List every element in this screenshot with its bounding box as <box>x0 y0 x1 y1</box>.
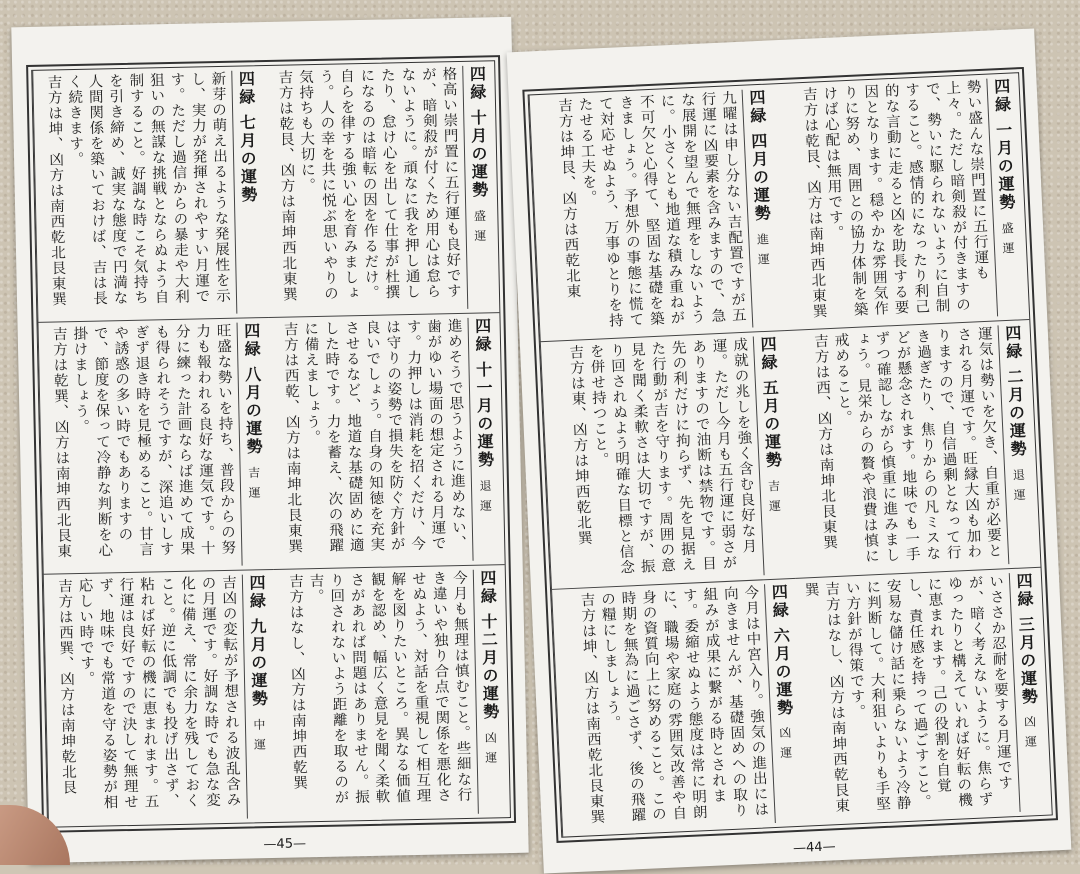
direction-text: 吉方は西巽、凶方は南坤乾北艮 <box>55 578 77 796</box>
direction-text: 吉方は坤、凶方は南西乾北艮東巽 <box>578 591 605 825</box>
left-page-frame <box>26 55 516 833</box>
fortune-text: いささか忍耐を要する月運ですが、暗く考えないように。焦らずゆったりと構えていれば好転の機に恵まれます。己の役割を自覚し、責任感を持って過ごすこと。安易な儲け話に乗らないよう冷静に判断して。大利狙いよりも手堅い方針が得策です。 吉方はなし、凶方は南坤西乾艮東巽 <box>800 573 1020 822</box>
right-page-frame <box>522 67 1058 843</box>
cell-august <box>37 318 273 575</box>
fortune-text: 格高い崇門置に五行運も良好ですが、暗剣殺が付くため用心は怠らないように。頑なに我を押し通したり、怠け心を出して仕事が杜撰になるのは暗転の因を作るだけ。自らを律する強い心を育みましょう。人の幸を共に悦ぶ思いやりの気持ちも大切に。 吉方は乾艮、凶方は南坤西北東巽 <box>274 66 468 313</box>
fortune-text: 新芽の萌え出るような発展性を示し、実力が発揮されやすい月運です。ただし過信からの暴走や大利狙いの無謀な挑戦とならぬよう自制すること。好調な時こそ気持ちを引き締め、誠実な態度で円満な人間関係を築いておけば、吉は長く続きます。 吉方は坤、凶方は南西乾北艮東巽 <box>43 71 237 318</box>
month-heading: 四緑 三月の運勢凶 運 <box>1009 571 1049 811</box>
direction-text: 吉方は乾巽、凶方は南坤西北艮東 <box>50 326 72 560</box>
direction-text: 吉方は乾艮、凶方は南坤西北東巽 <box>276 69 298 303</box>
direction-text: 吉方は坤、凶方は南西乾北艮東巽 <box>45 74 67 308</box>
cell-march <box>796 567 1052 825</box>
month-heading: 四緑 十一月の運勢退 運 <box>467 317 501 561</box>
month-heading: 四緑 七月の運勢 <box>231 70 265 314</box>
cell-december <box>274 565 510 822</box>
cell-july <box>32 66 268 323</box>
fortune-text: 勢い盛んな崇門置に五行運も上々。ただし暗剣殺が付きますので、勢いに駆られないように自制すること。感情的になったり利己的な言動に走ると凶を助長する要因となります。穏やかな雰囲気作りに努め、周囲との協力体制を築けば心配は無用です。 吉方は乾艮、凶方は南坤西北東巽 <box>798 79 997 326</box>
right-page <box>507 28 1072 873</box>
direction-text: 吉方は西乾、凶方は南坤北艮東巽 <box>281 321 303 555</box>
direction-text: 吉方は坤艮、凶方は西乾北東 <box>555 97 581 300</box>
month-heading: 四緑 五月の運勢吉 運 <box>753 336 793 575</box>
month-heading: 四緑 十月の運勢盛 運 <box>462 65 496 309</box>
cell-june <box>551 578 807 836</box>
fortune-text: 九曜は申し分ない吉配置ですが五行運に凶要素を含みますので、急な展開を望んで無理をしないように。小さくとも地道な積み重ねが不可欠と心得て、堅固な基礎を築きましょう。予想外の事態に慌てて対応せぬよう、万事ゆとりを持たせる工夫を。 吉方は坤艮、凶方は西乾北東 <box>553 90 752 337</box>
page-number: —44— <box>792 839 836 857</box>
month-heading: 四緑 十二月の運勢凶 運 <box>473 569 507 814</box>
month-heading: 四緑 一月の運勢盛 運 <box>986 77 1026 316</box>
month-heading: 四緑 九月の運勢中 運 <box>242 574 276 819</box>
month-heading: 四緑 八月の運勢吉 運 <box>237 322 271 566</box>
month-heading: 四緑 四月の運勢進 運 <box>742 88 782 327</box>
cell-april <box>529 84 785 342</box>
cell-september <box>43 570 279 827</box>
fortune-text: 成就の兆しを強く含む良好な月運。ただし今月も五行運に弱さがありますので油断は禁物です。目先の利だけに拘らず、先を見据えた行動が吉を守ります。周囲の意見を聞く柔軟さは大切ですが、振り回されぬよう明確な目標と信念を併せ持つこと。 吉方は東、凶方は坤西乾北巽 <box>564 337 763 584</box>
direction-text: 吉方はなし、凶方は南坤西乾艮東巽 <box>802 580 850 814</box>
direction-text: 吉方は西、凶方は南坤北艮東巽 <box>811 333 838 551</box>
cell-january <box>773 73 1029 331</box>
left-page <box>11 17 528 863</box>
cell-may <box>540 331 796 589</box>
cell-november <box>268 313 504 570</box>
month-heading: 四緑 六月の運勢凶 運 <box>764 583 804 823</box>
fortune-text: 今月は中宮入り。強気の進出には向きませんが、基礎固めへの取り組みが成果に繋がる時とされます。委縮せぬよう態度は常に明朗に、職場や家庭の雰囲気改善や自身の資質向上に努めること。この時期を無為に過ごさず、後の飛躍の糧にしましょう。 吉方は坤、凶方は南西乾北艮東巽 <box>576 584 775 832</box>
cell-february <box>785 320 1041 578</box>
fortune-text: 進めそうで思うように進めない、歯がゆい場面の想定される月運です。力押しは消耗を招くだけ、今は守りの姿勢で損失を防ぐ方針が良いでしょう。自身の知徳を充実させるなど、地道な基礎固めに適した時です。力を蓄え、次の飛躍に備えましょう。 吉方は西乾、凶方は南坤北艮東巽 <box>279 318 473 565</box>
right-grid <box>528 72 1053 838</box>
left-grid <box>31 60 511 828</box>
direction-text: 吉方は乾艮、凶方は南坤西北東巽 <box>800 86 828 320</box>
cell-october <box>263 61 499 318</box>
month-heading: 四緑 二月の運勢退 運 <box>998 324 1038 563</box>
fortune-text: 吉凶の変転が予想される波乱含みの月運です。好調な時でも急な変化に備え、常に余力を残しておくこと。逆に低調でも投げ出さず、粘れば好転の機に恵まれます。五行運は良好ですので決して無理せず、地味でも常道を守る姿勢が相応しい時です。 吉方は西巽、凶方は南坤乾北艮 <box>53 575 247 823</box>
direction-text: 吉方は東、凶方は坤西乾北巽 <box>566 344 593 547</box>
page-number: —45— <box>263 836 307 853</box>
fortune-text: 運気は勢いを欠き、自重が必要とされる月運です。旺縁大凶も加わりますので、自信過剰となって行き過ぎたり、焦りからの凡ミスなどが懸念されます。地味でも一手ずつ確認しながら慎重に進みましょう。見栄からの贅や浪費は慎に戒めること。 吉方は西、凶方は南坤北艮東巽 <box>809 326 1008 573</box>
fortune-text: 旺盛な勢いを持ち、普段からの努力も報われる良好な運気です。十分に練った計画ならば進めて成果も得られそうですが、深追いしすぎず退き時を見極めること。甘言や誘惑の多い時でもありますので、節度を保って冷静な判断を心掛けましょう。 吉方は乾巽、凶方は南坤西北艮東 <box>48 323 242 570</box>
fortune-text: 今月も無理は慎むこと。些細な行き違いや独り合点で関係を悪化させぬよう、対話を重視して相互理解を図りたいところ。異なる価値観を認め、幅広く意見を聞く柔軟さがあれば問題はありません。振り回されないよう距離を取るのが吉。 吉方はなし、凶方は南坤西乾巽 <box>284 570 478 818</box>
direction-text: 吉方はなし、凶方は南坤西乾巽 <box>286 573 308 791</box>
